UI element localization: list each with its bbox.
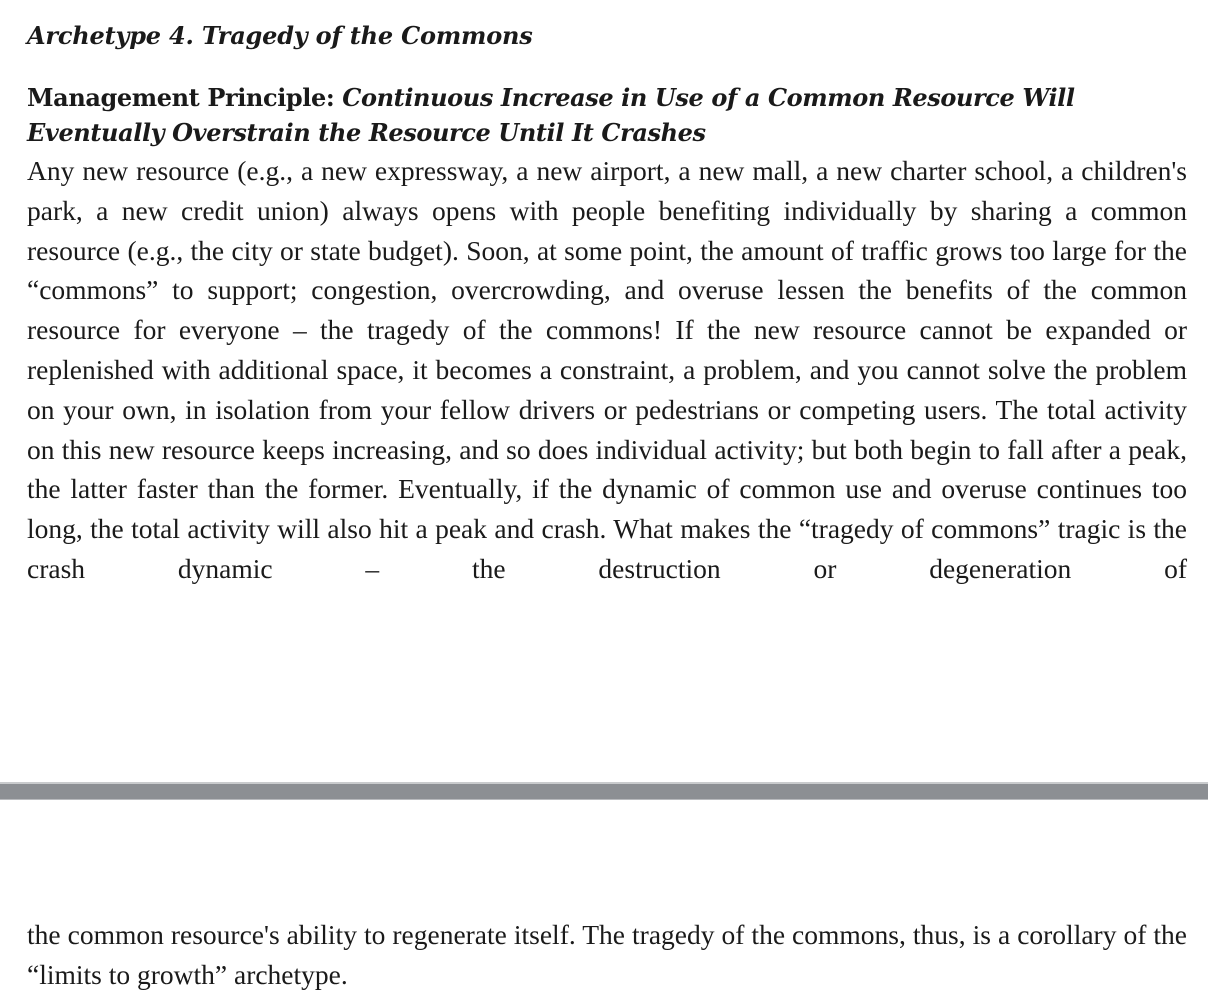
body-paragraph-page-1: Any new resource (e.g., a new expressway, a new airport, a new mall, a new charter school, a children's park, a new credit union) always opens with people benefiting individually by sharing a common resource (e.g., the city or state budget). Soon, at some point, the amount of traffic grows too large for the “commons” to support; congestion, overcrowding, and overuse lessen the benefits of the common resource for everyone – the tragedy of the commons! If the new resource cannot be expanded or replenished with additional space, it becomes a constraint, a problem, and you cannot solve the problem on your own, in isolation from your fellow drivers or pedestrians or competing users. The total activity on this new resource keeps increasing, and so does individual activity; but both begin to fall after a peak, the latter faster than the former. Eventually, if the dynamic of common use and overuse continues too long, the total activity will also hit a peak and crash. What makes the “tragedy of commons” tragic is the crash dynamic – the destruction or degeneration of (27, 155, 1187, 584)
section-heading: Archetype 4. Tragedy of the Commons (27, 21, 533, 50)
document-page-2 (0, 800, 1208, 1006)
principle-label: Management Principle: (27, 83, 343, 112)
principle-text: Continuous Increase in Use of a Common Resource Will Eventually Overstrain the Resource Until It Crashes (27, 83, 1075, 147)
page-break-divider (0, 782, 1208, 800)
management-principle (27, 80, 1187, 150)
body-paragraph-page-2: the common resource's ability to regenerate itself. The tragedy of the commons, thus, is a corollary of the “limits to growth” archetype. (27, 919, 1187, 990)
